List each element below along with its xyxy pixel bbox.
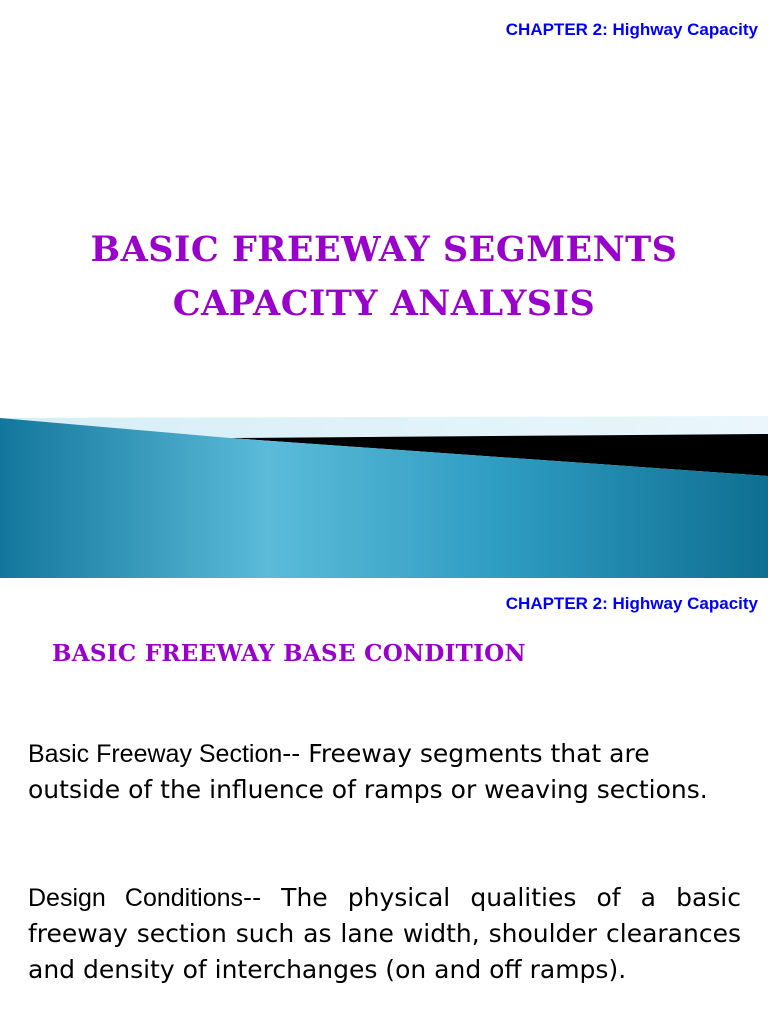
term-definition: -- The physical qualities of a basic freeway section such as lane width, shoulder clearances and density of interchanges (on and off ramps).: [28, 883, 741, 984]
paragraph-basic-freeway-section: [28, 736, 741, 808]
main-title-line-2: CAPACITY ANALYSIS: [172, 283, 596, 324]
paragraph-design-conditions: [28, 880, 741, 988]
slide-content: [0, 578, 768, 1024]
main-title-line-1: BASIC FREEWAY SEGMENTS: [90, 229, 678, 270]
chapter-header: CHAPTER 2: Highway Capacity: [505, 594, 758, 613]
chapter-header: CHAPTER 2: Highway Capacity: [505, 20, 758, 39]
decorative-band: [0, 414, 768, 578]
term-label: Design Conditions: [28, 884, 244, 912]
section-title: BASIC FREEWAY BASE CONDITION: [52, 640, 526, 667]
slide-main-title: [0, 223, 768, 331]
term-label: Basic Freeway Section: [28, 740, 283, 768]
term-definition: -- Freeway segments that are outside of the influence of ramps or weaving sections.: [28, 739, 708, 804]
